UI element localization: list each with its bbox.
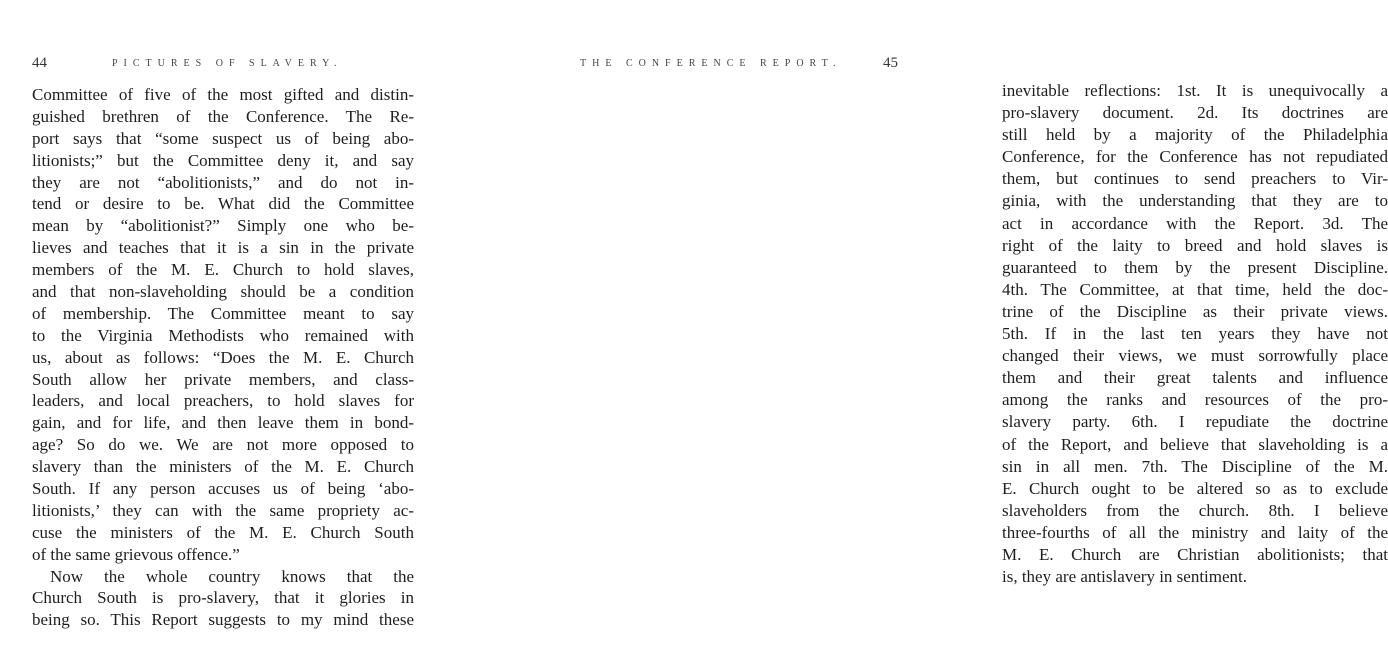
text-line: is, they are antislavery in sentiment. [1002,567,1248,587]
text-line: mean by “abolitionist?” Simply one who be- [32,216,414,236]
text-line: guished brethren of the Conference. The Re- [32,106,414,126]
text-line: them and their great talents and influence [1002,368,1388,388]
text-line: changed their views, we must sorrowfully place [1002,346,1388,366]
page-number-left: 44 [32,55,47,71]
text-line: to the Virginia Methodists who remained with [32,325,414,345]
running-head-right: THE CONFERENCE REPORT. [580,58,842,69]
text-line: guaranteed to them by the present Discipline. [1002,257,1388,277]
text-line: still held by a majority of the Philadelphia [1002,125,1388,145]
text-line: of the Report, and believe that slaveholding is a [1002,434,1388,454]
text-line: members of the M. E. Church to hold slaves, [32,260,414,280]
text-line: of membership. The Committee meant to say [32,303,414,323]
text-line: right of the laity to breed and hold slaves is [1002,235,1388,255]
text-line: among the ranks and resources of the pro- [1002,390,1388,410]
text-line: pro-slavery document. 2d. Its doctrines are [1002,103,1388,123]
text-line: us, about as follows: “Does the M. E. Church [32,347,414,367]
text-line: South allow her private members, and class- [32,369,414,389]
text-line: Church South is pro-slavery, that it glories in [32,588,414,608]
text-line: slaveholders from the church. 8th. I believe [1002,500,1388,520]
text-line: 4th. The Committee, at that time, held the doc- [1002,279,1388,299]
text-line: ginia, with the understanding that they are to [1002,191,1388,211]
text-line: inevitable reflections: 1st. It is unequivocally a [1002,81,1388,100]
text-line: sin in all men. 7th. The Discipline of the M. [1002,456,1388,476]
text-line: Conference, for the Conference has not repudiated [1002,147,1388,167]
text-line: Committee of five of the most gifted and distin- [32,85,414,104]
text-line: cuse the ministers of the M. E. Church South [32,522,414,542]
text-line: slavery party. 6th. I repudiate the doctrine [1002,412,1388,432]
text-line: litionists;” but the Committee deny it, and say [32,150,414,170]
text-line: trine of the Discipline as their private views. [1002,301,1388,321]
text-line: lieves and teaches that it is a sin in the private [32,238,414,258]
text-line: tend or desire to be. What did the Committee [32,194,414,214]
text-line: being so. This Report suggests to my mind these [32,610,414,630]
text-line: M. E. Church are Christian abolitionists; that [1002,544,1388,564]
text-line: Now the whole country knows that the [50,566,414,586]
left-page-text [32,84,414,631]
left-page [0,0,490,668]
text-line: leaders, and local preachers, to hold slaves for [32,391,414,411]
right-page-text [1002,80,1388,588]
text-line: 5th. If in the last ten years they have not [1002,324,1388,344]
text-line: they are not “abolitionists,” and do not in- [32,172,414,192]
text-line: port says that “some suspect us of being abo- [32,128,414,148]
text-line: slavery than the ministers of the M. E. Church [32,457,414,477]
right-page [490,0,1388,668]
text-line: age? So do we. We are not more opposed to [32,435,414,455]
text-line: of the same grievous offence.” [32,544,240,564]
text-line: gain, and for life, and then leave them in bond- [32,413,414,433]
text-line: act in accordance with the Report. 3d. The [1002,213,1388,233]
text-line: E. Church ought to be altered so as to exclude [1002,478,1388,498]
text-line: South. If any person accuses us of being ‘abo- [32,479,414,499]
text-line: three-fourths of all the ministry and laity of the [1002,522,1388,542]
text-line: and that non-slaveholding should be a condition [32,282,414,302]
text-line: litionists,’ they can with the same propriety ac- [32,500,414,520]
page-number-right: 45 [883,55,898,71]
text-line: them, but continues to send preachers to Vir- [1002,169,1388,189]
running-head-left: PICTURES OF SLAVERY. [112,58,343,69]
